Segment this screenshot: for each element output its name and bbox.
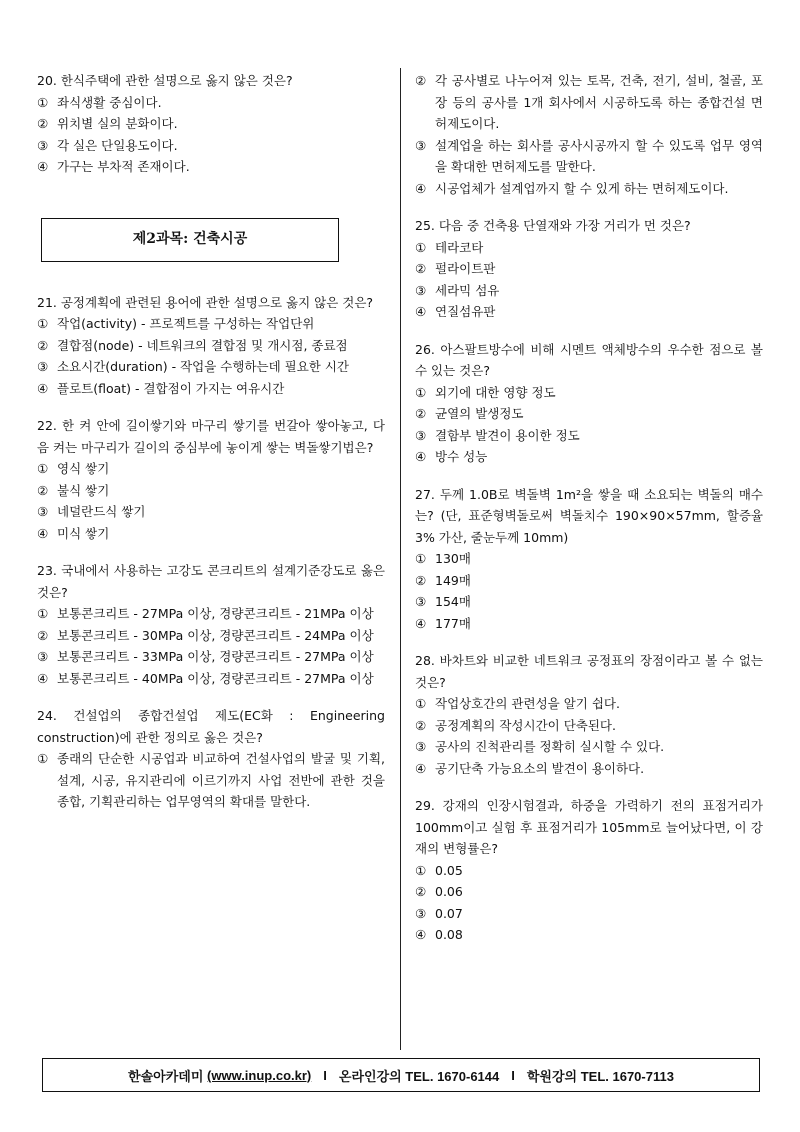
option-4: ④ 미식 쌓기	[37, 525, 110, 541]
option-3: ③ 보통콘크리트 - 33MPa 이상, 경량콘크리트 - 27MPa 이상	[37, 649, 374, 664]
option-3: ③ 결함부 발견이 용이한 정도	[415, 427, 580, 443]
question-20	[37, 70, 385, 178]
question-stem: 26. 아스팔트방수에 비해 시멘트 액체방수의 우수한 점으로 볼 수 있는 것은?	[415, 341, 763, 378]
option-4: ④ 0.08	[415, 927, 463, 942]
option-1: ① 영식 쌓기	[37, 461, 110, 476]
option-3: ③ 네덜란드식 쌓기	[37, 504, 146, 519]
option-2: ② 보통콘크리트 - 30MPa 이상, 경량콘크리트 - 24MPa 이상	[37, 627, 374, 643]
option-3: ③ 0.07	[415, 905, 463, 921]
question-21	[37, 292, 385, 400]
academy-name: 한솔아카데미	[128, 1068, 204, 1084]
option-3: ③ 세라믹 섬유	[415, 282, 500, 298]
option-4: ④ 연질섬유판	[415, 304, 496, 319]
question-stem: 22. 한 켜 안에 길이쌓기와 마구리 쌓기를 번갈아 쌓아놓고, 다음 켜는 마구리가 길이의 중심부에 놓이게 쌓는 벽돌쌓기법은?	[37, 418, 385, 455]
question-28	[415, 650, 763, 779]
option-2: ② 149매	[415, 572, 471, 588]
option-2: ② 각 공사별로 나누어져 있는 토목, 건축, 전기, 설비, 철골, 포장 등의 공사를 1개 회사에서 시공하도록 하는 종합건설 면허제도이다.	[415, 73, 763, 131]
option-1: ① 130매	[415, 551, 471, 566]
option-2: ② 0.06	[415, 884, 463, 899]
question-22	[37, 415, 385, 544]
online-tel: 온라인강의 TEL. 1670-6144	[338, 1068, 500, 1084]
option-4: ④ 방수 성능	[415, 449, 488, 464]
page-footer	[42, 1058, 760, 1092]
question-24	[37, 705, 385, 813]
option-3: ③ 각 실은 단일용도이다.	[37, 137, 178, 153]
option-2: ② 결합점(node) - 네트워크의 결합점 및 개시점, 종료점	[37, 337, 348, 353]
question-stem: 28. 바차트와 비교한 네트워크 공정표의 장점이라고 볼 수 없는 것은?	[415, 653, 763, 690]
option-4: ④ 가구는 부차적 존재이다.	[37, 159, 190, 174]
option-4: ④ 177매	[415, 615, 471, 631]
option-2: ② 위치별 실의 분화이다.	[37, 116, 178, 131]
option-2: ② 공정계획의 작성시간이 단축된다.	[415, 717, 616, 733]
question-25	[415, 215, 763, 323]
question-stem: 29. 강재의 인장시험결과, 하중을 가력하기 전의 표점거리가 100mm이고 실험 후 표점거리가 105mm로 늘어났다면, 이 강재의 변형률은?	[415, 798, 763, 856]
option-3: ③ 설계업을 하는 회사를 공사시공까지 할 수 있도록 업무 영역을 확대한 면허제도를 말한다.	[415, 137, 763, 174]
option-1: ① 좌식생활 중심이다.	[37, 94, 162, 110]
question-stem: 23. 국내에서 사용하는 고강도 콘크리트의 설계기준강도로 옳은 것은?	[37, 563, 385, 600]
column-divider	[400, 68, 401, 1050]
section-title: 제2과목: 건축시공	[41, 218, 339, 262]
footer-separator: I	[511, 1067, 515, 1083]
option-4: ④ 플로트(float) - 결합점이 가지는 여유시간	[37, 380, 285, 396]
option-3: ③ 154매	[415, 594, 471, 609]
question-26	[415, 339, 763, 468]
option-1: ① 작업상호간의 관련성을 알기 쉽다.	[415, 696, 620, 711]
question-23	[37, 560, 385, 689]
option-1: ① 테라코타	[415, 239, 484, 255]
option-3: ③ 공사의 진척관리를 정확히 실시할 수 있다.	[415, 739, 665, 754]
offline-tel: 학원강의 TEL. 1670-7113	[526, 1068, 674, 1084]
option-1: ① 외기에 대한 영향 정도	[415, 384, 556, 400]
option-1: ① 작업(activity) - 프로젝트를 구성하는 작업단위	[37, 316, 315, 331]
question-stem: 21. 공정계획에 관련된 용어에 관한 설명으로 옳지 않은 것은?	[37, 294, 374, 310]
option-1: ① 보통콘크리트 - 27MPa 이상, 경량콘크리트 - 21MPa 이상	[37, 606, 374, 621]
question-stem: 24. 건설업의 종합건설업 제도(EC화 : Engineering construction)에 관한 정의로 옳은 것은?	[37, 708, 385, 745]
option-2: ② 불식 쌓기	[37, 482, 110, 498]
option-2: ② 균열의 발생정도	[415, 406, 524, 421]
option-2: ② 펄라이트판	[415, 261, 496, 276]
right-column	[415, 70, 763, 962]
question-29	[415, 795, 763, 946]
question-stem: 20. 한식주택에 관한 설명으로 옳지 않은 것은?	[37, 73, 293, 88]
question-27	[415, 484, 763, 635]
option-4: ④ 시공업체가 설계업까지 할 수 있게 하는 면허제도이다.	[415, 180, 729, 196]
question-24-continued	[415, 70, 763, 199]
option-3: ③ 소요시간(duration) - 작업을 수행하는데 필요한 시간	[37, 359, 350, 374]
left-column	[37, 70, 385, 829]
option-1: ① 0.05	[415, 862, 463, 878]
academy-url-link[interactable]: (www.inup.co.kr)	[207, 1067, 312, 1083]
option-4: ④ 보통콘크리트 - 40MPa 이상, 경량콘크리트 - 27MPa 이상	[37, 670, 374, 686]
footer-separator: I	[323, 1067, 327, 1083]
option-4: ④ 공기단축 가능요소의 발견이 용이하다.	[415, 760, 645, 776]
question-stem: 27. 두께 1.0B로 벽돌벽 1m²을 쌓을 때 소요되는 벽돌의 매수는? (단, 표준형벽돌로써 벽돌치수 190×90×57mm, 할증율 3% 가산, 줄눈두께 10mm)	[415, 486, 763, 545]
option-1: ① 종래의 단순한 시공업과 비교하여 건설사업의 발굴 및 기획, 설계, 시공, 유지관리에 이르기까지 사업 전반에 관한 것을 종합, 기획관리하는 업무영역의 확대를 말한다.	[37, 751, 385, 809]
question-stem: 25. 다음 중 건축용 단열재와 가장 거리가 먼 것은?	[415, 218, 691, 233]
